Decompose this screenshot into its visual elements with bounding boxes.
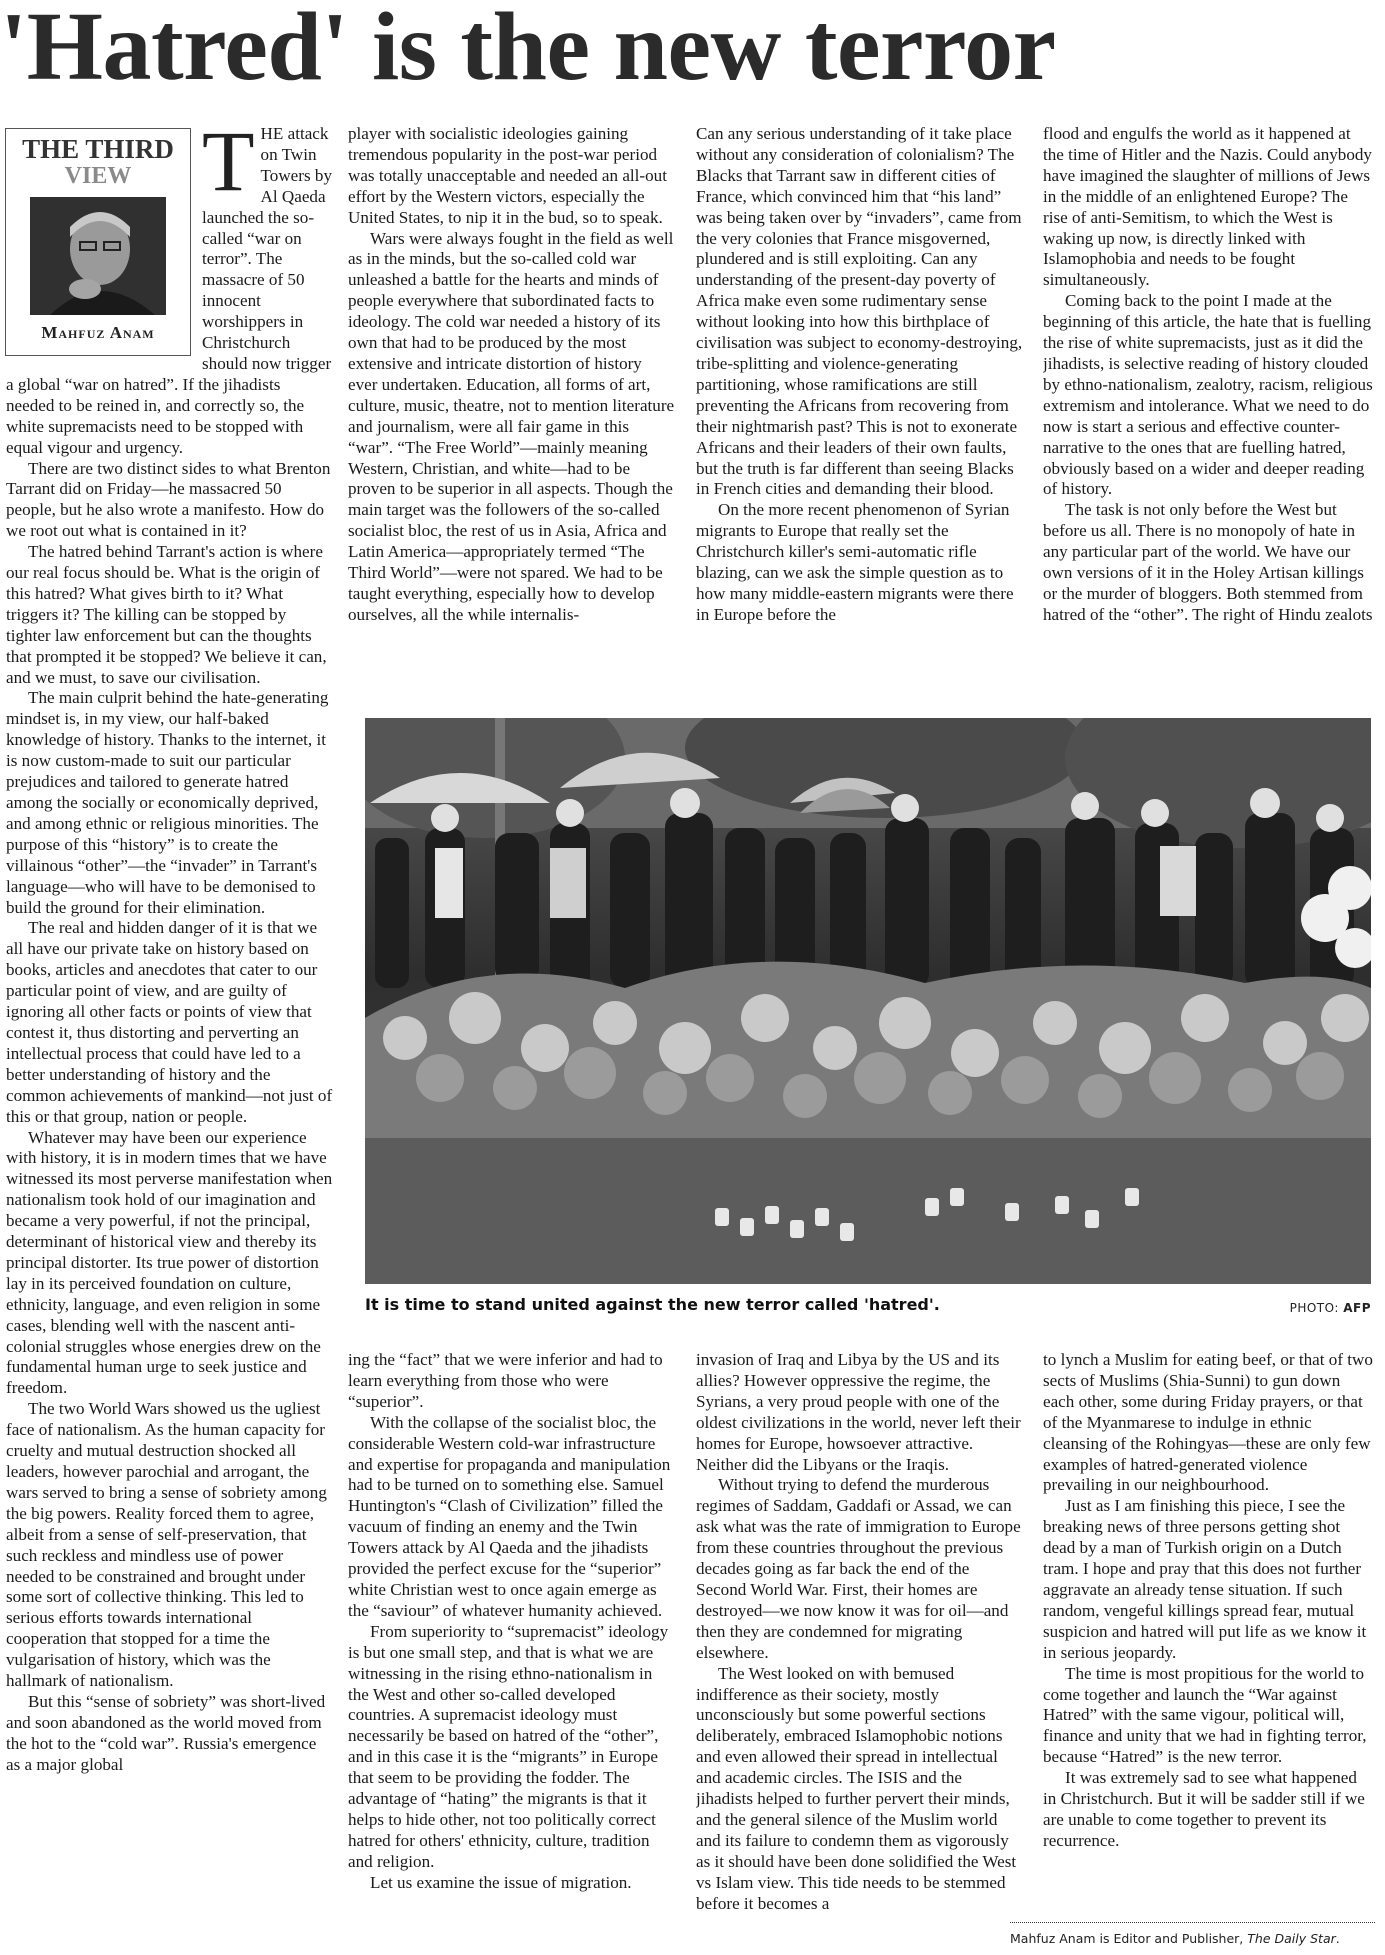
headline: 'Hatred' is the new terror <box>0 0 1056 101</box>
paragraph: Wars were always fought in the field as well as in the minds, but the so-called cold war unleashed a battle for the hearts and minds of people everywhere that subordinated facts to ideology. The cold war needed a history of its own that had to be produced by the most extensive and intricate distortion of history ever undertaken. Education, all forms of art, culture, music, theatre, not to mention literature and journalism, were all fair game in this “war”. “The Free World”—mainly meaning Western, Christian, and white—had to be proven to be superior in all aspects. Though the main target was the followers of the so-called socialist bloc, the rest of us in Asia, Africa and Latin America—appropriately termed “The Third World”—were not spared. We had to be taught everything, especially how to develop ourselves, all the while internalis- <box>348 228 675 624</box>
paragraph: Just as I am finishing this piece, I see the breaking news of three persons getting shot dead by a man of Turkish origin on a Dutch tram. I hope and pray that this does not further aggravate an already tense situation. If such random, vengeful killings spread fear, mutual suspicion and hatred will put life as we know it in serious jeopardy. <box>1043 1496 1367 1662</box>
article-column-4-lower <box>1043 1350 1373 1922</box>
article-column-1 <box>6 124 333 1954</box>
paragraph: Whatever may have been our experience with history, it is in modern times that we have witnessed its most perverse manifestation when nationalism took hold of our imagination and became a very powerful, if not the principal, determinant of historical view and thereby its principal distorter. Its true power of distortion lay in its perceived foundation on culture, ethnicity, language, and even religion in some cases, blending well with the nascent anti-colonial struggles whose energies drew on the fundamental human urge to seek justice and freedom. <box>6 1127 333 1398</box>
footer-period: . <box>1335 1931 1340 1946</box>
article-column-3-lower <box>696 1350 1023 1955</box>
paragraph: On the more recent phenomenon of Syrian migrants to Europe that really set the Christchurch killer's semi-automatic rifle blazing, can we ask the simple question as to how many middle-eastern migrants were there in Europe before the <box>696 500 1014 624</box>
photo-credit-prefix: PHOTO: <box>1289 1301 1339 1315</box>
paragraph: Coming back to the point I made at the beginning of this article, the hate that is fuelling the rise of white supremacists, just as it did the jihadists, is selective reading of history clouded by ethno-nationalism, zealotry, racism, religious extremism and intolerance. What we need to do now is start a serious and effective counter-narrative to the ones that are fuelling hatred, obviously based on a wider and deeper reading of history. <box>1043 291 1373 499</box>
paragraph: Without trying to defend the murderous regimes of Saddam, Gaddafi or Assad, we can ask what was the rate of immigration to Europe from these countries throughout the previous decades going as far back the end of the Second World War. First, their homes are destroyed—we now know it was for oil—and then they are condemned for migrating elsewhere. <box>696 1475 1021 1662</box>
paragraph: With the collapse of the socialist bloc, the considerable Western cold-war infrastructure and expertise for propaganda and manipulation had to be turned on to something else. Samuel Huntington's “Clash of Civilization” filled the vacuum of finding an enemy and the Twin Towers attack by Al Qaeda and the jihadists provided the perfect excuse for the “superior” white Christian west to once again emerge as the “saviour” of whatever humanity achieved. <box>348 1412 671 1620</box>
paragraph: But this “sense of sobriety” was short-lived and soon abandoned as the world moved from the hot to the “cold war”. Russia's emergence as a major global <box>6 1691 326 1774</box>
footer-publication: The Daily Star <box>1247 1931 1336 1946</box>
paragraph: There are two distinct sides to what Brenton Tarrant did on Friday—he massacred 50 people, but he also wrote a manifesto. How do we root out what is contained in it? <box>6 458 331 541</box>
drop-cap: T <box>202 124 255 209</box>
paragraph: flood and engulfs the world as it happened at the time of Hitler and the Nazis. Could anybody have imagined the slaughter of millions of Jews in the middle of an enlightened Europe? The rise of anti-Semitism, to which the West is waking up now, is directly linked with Islamophobia and needs to be fought simultaneously. <box>1043 124 1372 290</box>
vigil-photo-icon <box>365 718 1371 1284</box>
author-name: Mahfuz Anam <box>41 323 155 342</box>
paragraph: It was extremely sad to see what happened in Christchurch. But it will be sadder still if we are unable to come together to prevent its recurrence. <box>1043 1768 1365 1850</box>
photo-caption: It is time to stand united against the new terror called 'hatred'. <box>365 1295 940 1314</box>
column-name-line1: THE THIRD <box>22 134 174 164</box>
paragraph: The hatred behind Tarrant's action is where our real focus should be. What is the origin of this hatred? What gives birth to it? What triggers it? The killing can be stopped by tighter law enforcement but can the thoughts that prompted it be stopped? We believe it can, and we must, to save our civilisation. <box>6 542 327 687</box>
paragraph: The time is most propitious for the world to come together and launch the “War against Hatred” with the same vigour, political will, finance and unity that we had in fighting terror, because “Hatred” is the new terror. <box>1043 1663 1367 1767</box>
paragraph: HE attack on Twin Towers by Al Qaeda launched the so-called “war on terror”. The massacre of 50 innocent worshippers in Christchurch should now trigger a global “war on hatred”. If the jihadists needed to be reined in, and correctly so, the white supremacists need to be stopped with equal vigour and urgency. <box>6 124 332 457</box>
paragraph: From superiority to “supremacist” ideology is but one small step, and that is what we are witnessing in the rising ethno-nationalism in the West and other so-called developed countries. A supremacist ideology must necessarily be based on hatred of the “other”, and in this case it is the “migrants” in Europe that seem to be providing the fodder. The advantage of “hating” the migrants is that it helps to hide other, not too politically correct hatred for others' ethnicity, culture, tradition and religion. <box>348 1621 669 1871</box>
article-column-2-lower <box>348 1350 675 1955</box>
author-footer <box>1010 1922 1375 1946</box>
column-name-line2: VIEW <box>64 163 132 189</box>
article-column-3 <box>696 124 1023 704</box>
photo-credit-source: AFP <box>1343 1301 1371 1315</box>
paragraph: The real and hidden danger of it is that we all have our private take on history based on books, articles and anecdotes that cater to our particular point of view, and are guilty of ignoring all other facts or points of view that contest it, thus distorting and perverting an intellectual process that could have led to a better understanding of history and the common achievements of mankind—not just of this or that group, nation or people. <box>6 918 333 1126</box>
article-column-4 <box>1043 124 1373 704</box>
paragraph: The West looked on with bemused indifference as their society, mostly unconsciously but some powerful sections deliberately, embraced Islamophobic notions and even allowed their spread in intellectual and academic circles. The ISIS and the jihadists helped to further pervert their minds, and the general silence of the Muslim world and its failure to condemn them as vigorously as it should have been done solidified the West vs Islam view. This tide needs to be stemmed before it becomes a <box>696 1663 1017 1913</box>
article-column-2 <box>348 124 675 704</box>
paragraph: The task is not only before the West but before us all. There is no monopoly of hate in any particular part of the world. We have our own versions of it in the Holey Artisan killings or the murder of bloggers. Both stemmed from hatred of the “other”. The right of Hindu zealots <box>1043 500 1373 624</box>
paragraph: Can any serious understanding of it take place without any consideration of colonialism? The Blacks that Tarrant saw in different cities of France, which convinced him that “his land” was being taken over by “invaders”, came from the very colonies that France misgoverned, plundered and is still exploiting. Can any understanding of the present-day poverty of Africa make even some rudimentary sense without looking into how this birthplace of civilisation was subject to economy-destroying, tribe-splitting and violence-generating partitioning, whose ramifications are still preventing the Africans from recovering from their nightmarish past? This is not to exonerate Africans and their leaders of their own faults, but the truth is far different than seeing Blacks in French cities and demanding their blood. <box>696 124 1023 499</box>
paragraph: invasion of Iraq and Libya by the US and its allies? However oppressive the regime, the Syrians, a very proud people with one of the oldest civilizations in the world, never left their homes for Europe, howsoever attractive. Neither did the Libyans or the Iraqis. <box>696 1350 1021 1474</box>
paragraph: The main culprit behind the hate-generating mindset is, in my view, our half-baked knowledge of history. Thanks to the internet, it is now custom-made to suit our particular prejudices and tailored to generate hatred among the socially or economically deprived, and among ethnic or religious minorities. The purpose of this “history” is to create the villainous “other”—the “invader” in Tarrant's language—who will have to be demonised to build the ground for their elimination. <box>6 688 329 917</box>
paragraph: Let us examine the issue of migration. <box>370 1872 632 1892</box>
footer-text: Mahfuz Anam is Editor and Publisher, <box>1010 1931 1244 1946</box>
photo-credit <box>1290 1301 1371 1315</box>
paragraph: to lynch a Muslim for eating beef, or that of two sects of Muslims (Shia-Sunni) to gun down each other, some during Friday prayers, or that of the Myanmarese to indulge in ethnic cleansing of the Rohingyas—these are only few examples of hatred-generated violence prevailing in our neighbourhood. <box>1043 1350 1373 1495</box>
paragraph: The two World Wars showed us the ugliest face of nationalism. As the human capacity for cruelty and mutual destruction shocked all leaders, however parochial and arrogant, the wars served to bring a sense of sobriety among the big powers. Reality forced them to agree, albeit from a sense of self-preservation, that such reckless and mindless use of power needed to be constrained and brought under some sort of collective thinking. This led to serious efforts towards international cooperation that stopped for a time the vulgarisation of history, which was the hallmark of nationalism. <box>6 1399 327 1691</box>
paragraph: ing the “fact” that we were inferior and had to learn everything from those who were “superior”. <box>348 1350 663 1411</box>
paragraph: player with socialistic ideologies gaining tremendous popularity in the post-war period was totally unacceptable and needed an all-out effort by the Western victors, especially the United States, to nip it in the bud, so to speak. <box>348 124 667 227</box>
